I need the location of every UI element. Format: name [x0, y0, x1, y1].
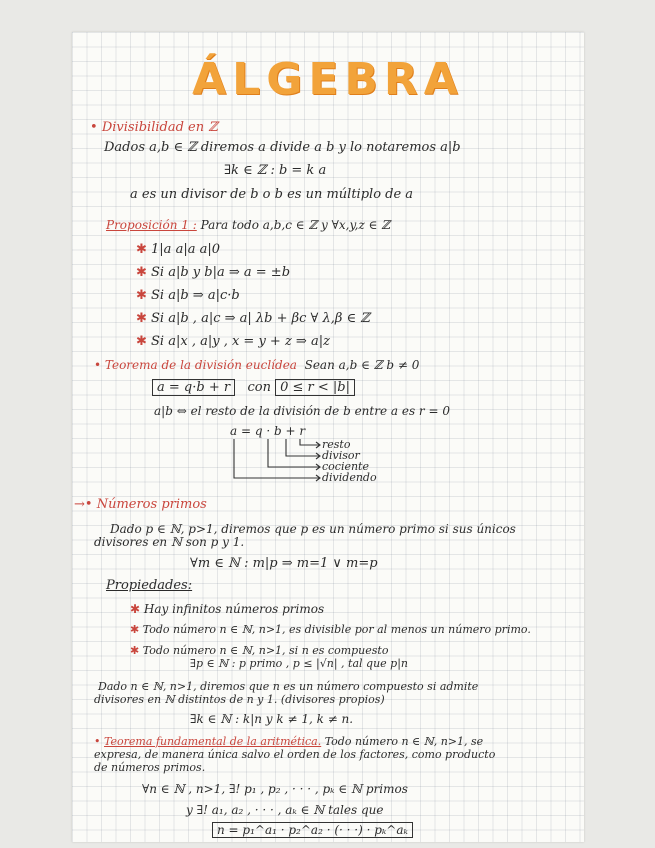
- proposicion-item: ✱ Si a|x , a|y , x = y + z ⇒ a|z: [136, 334, 330, 349]
- propiedad-item: ✱ Todo número n ∈ ℕ, n>1, es divisible por al menos un número primo.: [130, 623, 531, 636]
- page-title: ÁLGEBRA: [192, 54, 464, 105]
- section-divisibilidad-heading: • Divisibilidad en ℤ: [90, 120, 218, 135]
- primos-def-line1: Dado p ∈ ℕ, p>1, diremos que p es un número primo si sus únicos: [110, 522, 516, 536]
- division-equivalence: a|b ⇔ el resto de la división de b entre a es r = 0: [154, 404, 450, 418]
- proposicion-line: [106, 218, 390, 232]
- division-label-cociente: cociente: [322, 460, 369, 473]
- propiedad-item-line2: ∃p ∈ ℕ : p primo , p ≤ |√n| , tal que p|n: [190, 657, 409, 670]
- proposicion-item: ✱ Si a|b , a|c ⇒ a| λb + βc ∀ λ,β ∈ ℤ: [136, 311, 370, 326]
- primos-heading-row: →• Números primos: [74, 497, 207, 512]
- division-label-dividendo: dividendo: [322, 471, 377, 484]
- fundamental-text1: Todo número n ∈ ℕ, n>1, se: [324, 735, 484, 748]
- fundamental-text2: expresa, de manera única salvo el orden de los factores, como producto: [94, 748, 496, 761]
- division-label-divisor: divisor: [322, 449, 360, 462]
- propiedades-heading: Propiedades:: [106, 578, 193, 593]
- primos-forall-line: ∀m ∈ ℕ : m|p ⇒ m=1 ∨ m=p: [190, 556, 378, 571]
- division-formula-row: [152, 380, 355, 395]
- division-range: 0 ≤ r < |b|: [275, 379, 355, 396]
- divisibilidad-definition: Dados a,b ∈ ℤ diremos a divide a b y lo notaremos a|b: [104, 140, 461, 155]
- fundamental-text3: de números primos.: [94, 761, 206, 774]
- fundamental-formula: n = p₁^a₁ · p₂^a₂ · (· · ·) · pₖ^aₖ: [212, 822, 413, 838]
- fundamental-line5: y ∃! a₁, a₂ , · · · , aₖ ∈ ℕ tales que: [186, 803, 384, 817]
- teorema-division-condition: Sean a,b ∈ ℤ b ≠ 0: [304, 358, 420, 372]
- propiedad-item: ✱ Hay infinitos números primos: [130, 602, 325, 616]
- propiedad-item: ✱ Todo número n ∈ ℕ, n>1, si n es compuesto: [130, 644, 389, 657]
- divisibilidad-heading-text: Divisibilidad en ℤ: [101, 120, 218, 135]
- fundamental-line1: • Teorema fundamental de la aritmética. Todo número n ∈ ℕ, n>1, se: [94, 735, 484, 748]
- fundamental-heading: Teorema fundamental de la aritmética.: [104, 735, 322, 748]
- division-con: con: [247, 380, 271, 395]
- divisibilidad-exists: ∃k ∈ ℤ : b = k a: [224, 163, 327, 178]
- notebook-page: [72, 32, 584, 842]
- compuesto-line3: ∃k ∈ ℕ : k|n y k ≠ 1, k ≠ n.: [190, 712, 354, 726]
- proposicion-item: ✱ Si a|b y b|a ⇒ a = ±b: [136, 265, 291, 280]
- compuesto-line1: Dado n ∈ ℕ, n>1, diremos que n es un número compuesto si admite: [98, 680, 479, 693]
- proposicion-heading: Proposición 1 :: [106, 218, 197, 232]
- division-small-equation: a = q · b + r: [230, 424, 306, 438]
- teorema-division-heading: Teorema de la división euclídea: [104, 358, 297, 372]
- fundamental-line4: ∀n ∈ ℕ , n>1, ∃! p₁ , p₂ , · · · , pₖ ∈ ℕ primos: [142, 782, 408, 796]
- primos-def-line2: divisores en ℕ son p y 1.: [94, 535, 245, 549]
- compuesto-line2: divisores en ℕ distintos de n y 1. (divisores propios): [94, 693, 385, 706]
- proposicion-intro: Para todo a,b,c ∈ ℤ y ∀x,y,z ∈ ℤ: [200, 218, 391, 232]
- division-formula: a = q·b + r: [152, 379, 235, 396]
- division-label-resto: resto: [322, 438, 351, 451]
- divisibilidad-divisor-line: a es un divisor de b o b es un múltiplo de a: [130, 187, 414, 202]
- teorema-division-line: • Teorema de la división euclídea Sean a,b ∈ ℤ b ≠ 0: [94, 358, 420, 372]
- proposicion-item: ✱ Si a|b ⇒ a|c·b: [136, 288, 240, 303]
- primos-heading: Números primos: [96, 497, 207, 512]
- proposicion-item: ✱ 1|a a|a a|0: [136, 242, 220, 257]
